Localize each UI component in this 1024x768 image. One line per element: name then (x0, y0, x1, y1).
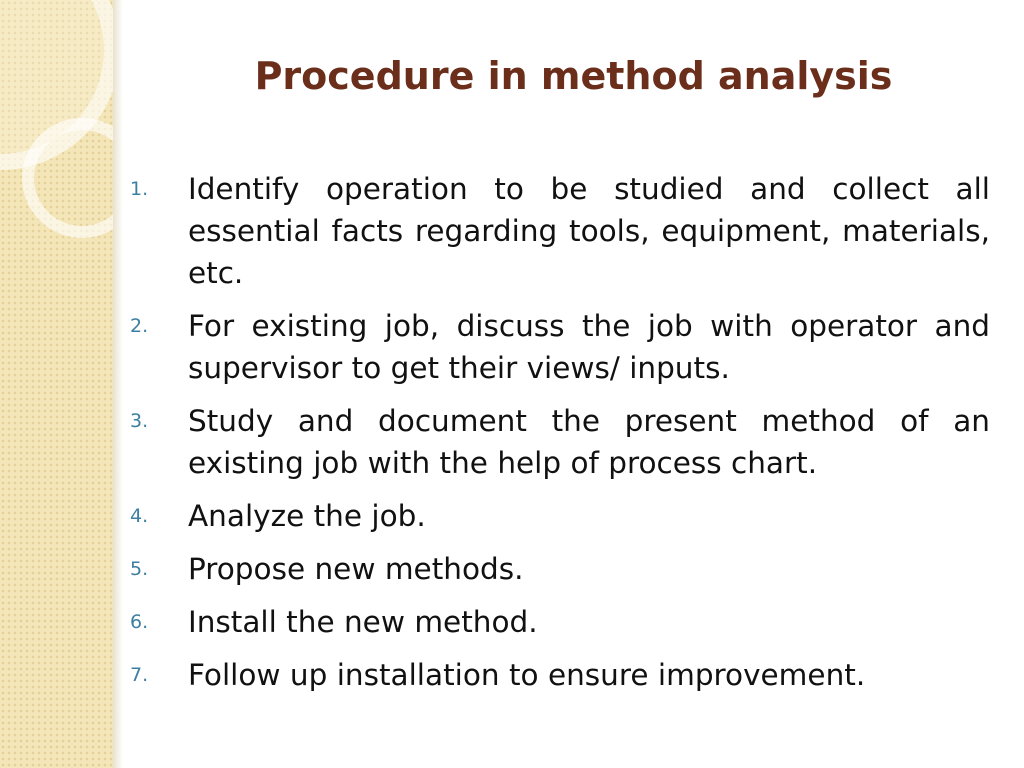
step-item (130, 654, 990, 696)
step-number: 6. (130, 611, 149, 633)
step-number: 5. (130, 558, 149, 580)
decorative-side-panel (0, 0, 113, 768)
step-number: 1. (130, 178, 149, 200)
step-number: 4. (130, 505, 149, 527)
step-item (130, 400, 990, 484)
step-text: Follow up installation to ensure improvement. (188, 658, 866, 692)
step-text: Propose new methods. (188, 552, 524, 586)
step-number: 3. (130, 410, 149, 432)
side-panel-shadow (113, 0, 123, 768)
step-number: 7. (130, 664, 149, 686)
step-number: 2. (130, 315, 149, 337)
step-text: For existing job, discuss the job with operator and supervisor to get their views/ inputs. (188, 309, 990, 385)
step-item (130, 168, 990, 294)
step-item (130, 495, 990, 537)
step-text: Identify operation to be studied and collect all essential facts regarding tools, equipment, materials, etc. (188, 172, 990, 290)
procedure-steps-list (130, 168, 990, 707)
step-item (130, 601, 990, 643)
slide-title: Procedure in method analysis (254, 54, 893, 98)
step-text: Analyze the job. (188, 499, 426, 533)
step-item (130, 548, 990, 590)
step-text: Study and document the present method of an existing job with the help of process chart. (188, 404, 990, 480)
step-text: Install the new method. (188, 605, 538, 639)
step-item (130, 305, 990, 389)
